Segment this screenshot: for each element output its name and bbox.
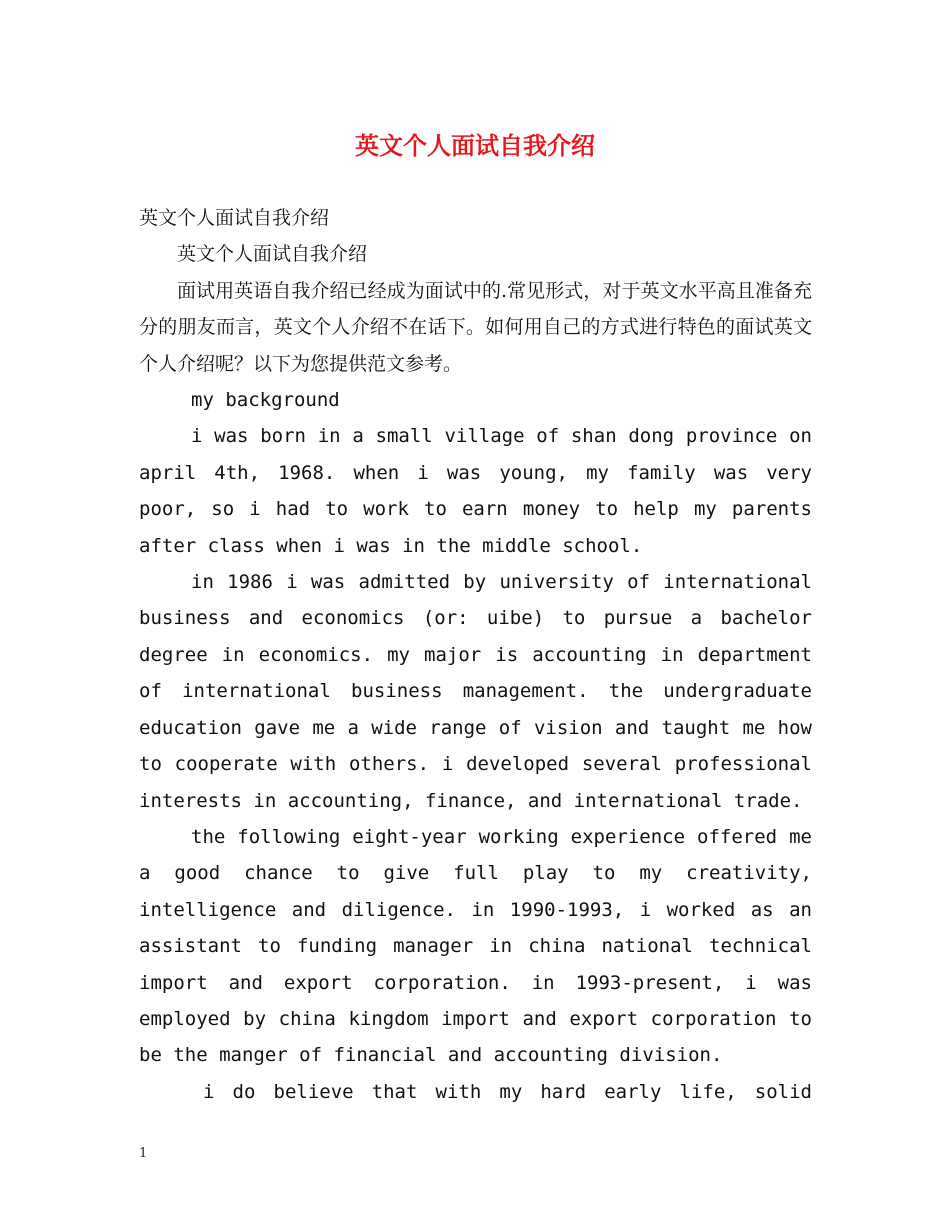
paragraph-education: in 1986 i was admitted by university of international business and economics (or: uibe) to pursue a bachelor degree in economics. my major is accounting in department of international business management. the undergraduate education gave me a wide range of vision and taught me how to cooperate with others. i developed several professional interests in accounting, finance, and international trade. [139,571,812,812]
paragraph-work: the following eight-year working experience offered me a good chance to give full play to my creativity, intelligence and diligence. in 1990-1993, i worked as an assistant to funding manager in china national technical import and export corporation. in 1993-present, i was employed by china kingdom import and export corporation to be the manger of financial and accounting division. [139,825,812,1067]
paragraph-subheading: 英文个人面试自我介绍 [177,243,368,266]
paragraph-intro: 面试用英语自我介绍已经成为面试中的.常见形式，对于英文水平高且准备充分的朋友而言，英文个人介绍不在话下。如何用自己的方式进行特色的面试英文个人介绍呢？以下为您提供范文参考。 [139,279,812,375]
paragraph-closing: i do believe that with my hard early life, solid [203,1080,812,1103]
page-number: 1 [139,1146,148,1161]
paragraph-section-label: my background [191,389,340,412]
document-title: 英文个人面试自我介绍 [355,131,595,160]
document-body [139,200,812,1110]
paragraph-heading: 英文个人面试自我介绍 [139,207,330,229]
paragraph-birth: i was born in a small village of shan dong province on april 4th, 1968. when i was young, my family was very poor, so i had to work to earn money to help my parents after class when i was in the middle school. [139,425,812,557]
